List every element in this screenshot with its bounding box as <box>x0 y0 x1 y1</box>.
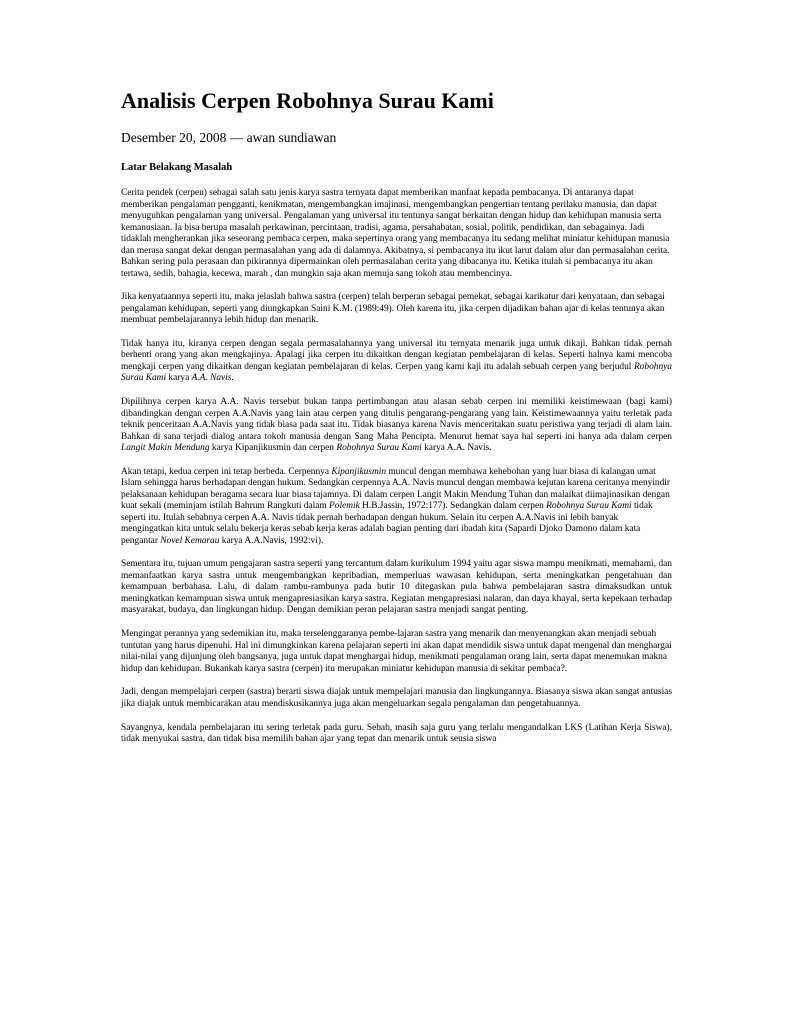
body-paragraph <box>121 292 672 327</box>
italic-text: Robohnya Surau Kami <box>121 361 672 384</box>
paragraph-text: Tidak hanya itu, kiranya cerpen dengan segala permasalahannya yang universal itu ternyata menarik juga untuk dikaji. Bahkan tidak pernah berhenti orang yang akan mengkajinya. Apalagi jika cerpen itu dikaitkan dengan kegiatan pembelajaran di kelas. Seperti halnya kami mencoba mengkaji cerpen yang dikaitkan dengan kegiatan pembelajaran di kelas. Cerpen yang kami kaji itu adalah sebuah cerpen yang berjudul <box>121 338 672 372</box>
article-author: awan sundiawan <box>246 130 337 145</box>
article-body <box>121 188 672 746</box>
paragraph-text: Jika kenyataannya seperti itu, maka jelaslah bahwa sastra (cerpen) telah berperan sebagai pemekat, sebagai karikatur dari kenyataan, dan sebagai pengalaman kehidupan, seperti yang diungkapkan Saini K.M. (1989:49). Oleh karena itu, jika cerpen dijadikan bahan ajar di kelas tentunya akan membuat pembelajarannya lebih hidup dan menarik. <box>121 292 665 326</box>
meta-separator: — <box>226 130 247 145</box>
paragraph-text: H.B.Jassin, 1972:177). Sedangkan dalam cerpen <box>359 501 547 512</box>
article-title: Analisis Cerpen Robohnya Surau Kami <box>121 88 494 113</box>
paragraph-text: muncul dengan membawa kehebohan yang luar biasa di kalangan umat Islam sehingga harus berhadapan dengan hukum. Sedangkan cerpennya A.A. Navis muncul dengan membawa kejutan karena ceritanya menyindir pelaksanaan kehidupan beragama secara luar biasa tajamnya. Di dalam cerpen Langit Makin Mendung Tuhan dan malaikat diimajinasikan dengan kuat sekali (meminjam istilah Bahrum Rangkuti dalam <box>121 466 671 512</box>
paragraph-text: Sayangnya, kendala pembelajaran itu sering terletak pada guru. Sebab, masih saja guru yang terlalu mengandalkan LKS (Latihan Kerja Siswa), tidak menyukai sastra, dan tidak bisa memilih bahan ajar yang tepat dan menarik untuk seusia siswa <box>121 722 672 744</box>
paragraph-text: . <box>231 373 234 384</box>
body-paragraph <box>121 467 672 548</box>
italic-text: Langit Makin Mendung <box>121 443 210 454</box>
body-paragraph <box>121 188 672 280</box>
body-paragraph <box>121 687 672 710</box>
article-meta <box>121 130 672 146</box>
section-heading: Latar Belakang Masalah <box>121 162 233 173</box>
paragraph-text: karya A.A.Navis, 1992:vi). <box>219 535 324 546</box>
body-paragraph <box>121 629 672 675</box>
paragraph-text: karya <box>166 373 192 384</box>
italic-text: Novel Kemarau <box>160 535 220 546</box>
italic-text: A.A. Navis <box>191 373 232 384</box>
paragraph-text: Akan tetapi, kedua cerpen ini tetap berbeda. Cerpennya <box>121 466 332 477</box>
italic-text: Polemik <box>329 501 360 512</box>
paragraph-text: Cerita pendek (cerpen) sebagai salah satu jenis karya sastra ternyata dapat memberikan manfaat kepada pembacanya. Di antaranya dapat memberikan pengalaman pengganti, kenikmatan, mengembangkan imajinasi, mengembangkan pengertian tentang perilaku manusia, dan dapat menyuguhkan pengalaman yang universal. Pengalaman yang universal itu tentunya sangat berkaitan dengan hidup dan kehidupan manusia serta kemanusiaan. Ia bisa berupa masalah perkawinan, percintaan, tradisi, agama, persahabatan, sosial, politik, pendidikan, dan sebagainya. Jadi tidaklah mengherankan jika seseorang pembaca cerpen, maka sepertinya orang yang membacanya itu sedang melihat miniatur kehidupan manusia dan merasa sangat dekat dengan permasalahan yang ada di dalamnya. Akibatnya, si pembacanya itu ikut larut dalam alur dan permasalahan cerita. Bahkan sering pula perasaan dan pikirannya dipermainkan oleh permasalahan cerita yang dibacanya itu. Ketika itulah si pembacanya itu akan tertawa, sedih, bahagia, kecewa, marah , dan mungkin saja akan memuja sang tokoh atau membencinya. <box>121 188 670 279</box>
body-paragraph <box>121 723 672 746</box>
paragraph-text: Sementara itu, tujuan umum pengajaran sastra seperti yang tercantum dalam kurikulum 1994 yaitu agar siswa mampu menikmati, memahami, dan memanfaatkan karya sastra untuk mengembangkan kepribadian, memperluas wawasan kehidupan, serta meningkatkan pengetahuan dan kemampuan berbahasa. Lalu, di dalam rambu-rambunya pada butir 10 ditegaskan pula bahwa pembelajaran sastra dimaksudkan untuk meningkatkan kemampuan siswa untuk mengapresiasikan karya sastra. Kegiatan mengapresiasi nalaran, dan daya khayal, serta kepekaan terhadap masyarakat, budaya, dan lingkungan hidup. Dengan demikian peran pelajaran sastra menjadi sangat penting. <box>121 559 672 616</box>
body-paragraph <box>121 397 672 455</box>
italic-text: Kipanjikusmin <box>331 466 387 477</box>
paragraph-text: karya A.A. Navis. <box>421 443 492 454</box>
italic-text: Robohnya Surau Kami <box>546 501 632 512</box>
paragraph-text: Jadi, dengan mempelajari cerpen (sastra) berarti siswa diajak untuk mempelajari manusia dan lingkungannya. Biasanya siswa akan sangat antusias jika diajak untuk membicarakan atau mendiskusikannya juga akan mengeluarkan segala pengalaman dan pengetahuannya. <box>121 687 672 709</box>
paragraph-text: Mengingat perannya yang sedemikian itu, maka terselenggaranya pembe-lajaran sastra yang menarik dan menyenangkan akan menjadi sebuah tuntutan yang harus dipenuhi. Hal ini dimungkinkan karena pelajaran seperti ini akan dapat mendidik siswa untuk dapat mengenal dan menghargai nilai-nilai yang dijunjung oleh bangsanya, juga untuk dapat menghargai hidup, menikmati pengalaman orang lain, serta dapat menemukan makna hidup dan kehidupan. Bukankah karya sastra (cerpen) itu merupakan miniatur kehidupan manusia di sekitar pembaca?. <box>121 629 672 674</box>
document-page <box>121 88 672 758</box>
paragraph-text: Dipilihnya cerpen karya A.A. Navis tersebut bukan tanpa pertimbangan atau alasan sebab cerpen ini memiliki keistimewaan (bagi kami) dibandingkan dengan cerpen A.A.Navis yang lain atau cerpen yang ditulis pengarang-pengarang yang lain. Keistimewaannya yaitu terletak pada teknik penceritaan A.A.Navis yang tidak biasa pada saat itu. Tidak biasanya karena Navis menceritakan suatu peristiwa yang terjadi di alam lain. Bahkan di sana terjadi dialog antara tokoh manusia dengan Sang Maha Pencipta. Menurut hemat saya hal seperti ini hanya ada dalam cerpen <box>121 397 672 442</box>
body-paragraph <box>121 559 672 617</box>
italic-text: Robohnya Surau Kami <box>336 443 422 454</box>
body-paragraph <box>121 339 672 385</box>
article-date: Desember 20, 2008 <box>121 130 227 145</box>
paragraph-text: karya Kipanjikusmin dan cerpen <box>209 443 337 454</box>
paragraph-text: tidak seperti itu. Itulah sebabnya cerpen A.A. Navis tidak pernah berhadapan dengan hukum. Selain itu cerpen A.A.Navis ini lebih banyak mengingatkan kita untuk selalu bekerja keras sebab kerja keras adalah bagian penting dari ibadah kita (Sapardi Djoko Damono dalam kata pengantar <box>121 501 653 546</box>
